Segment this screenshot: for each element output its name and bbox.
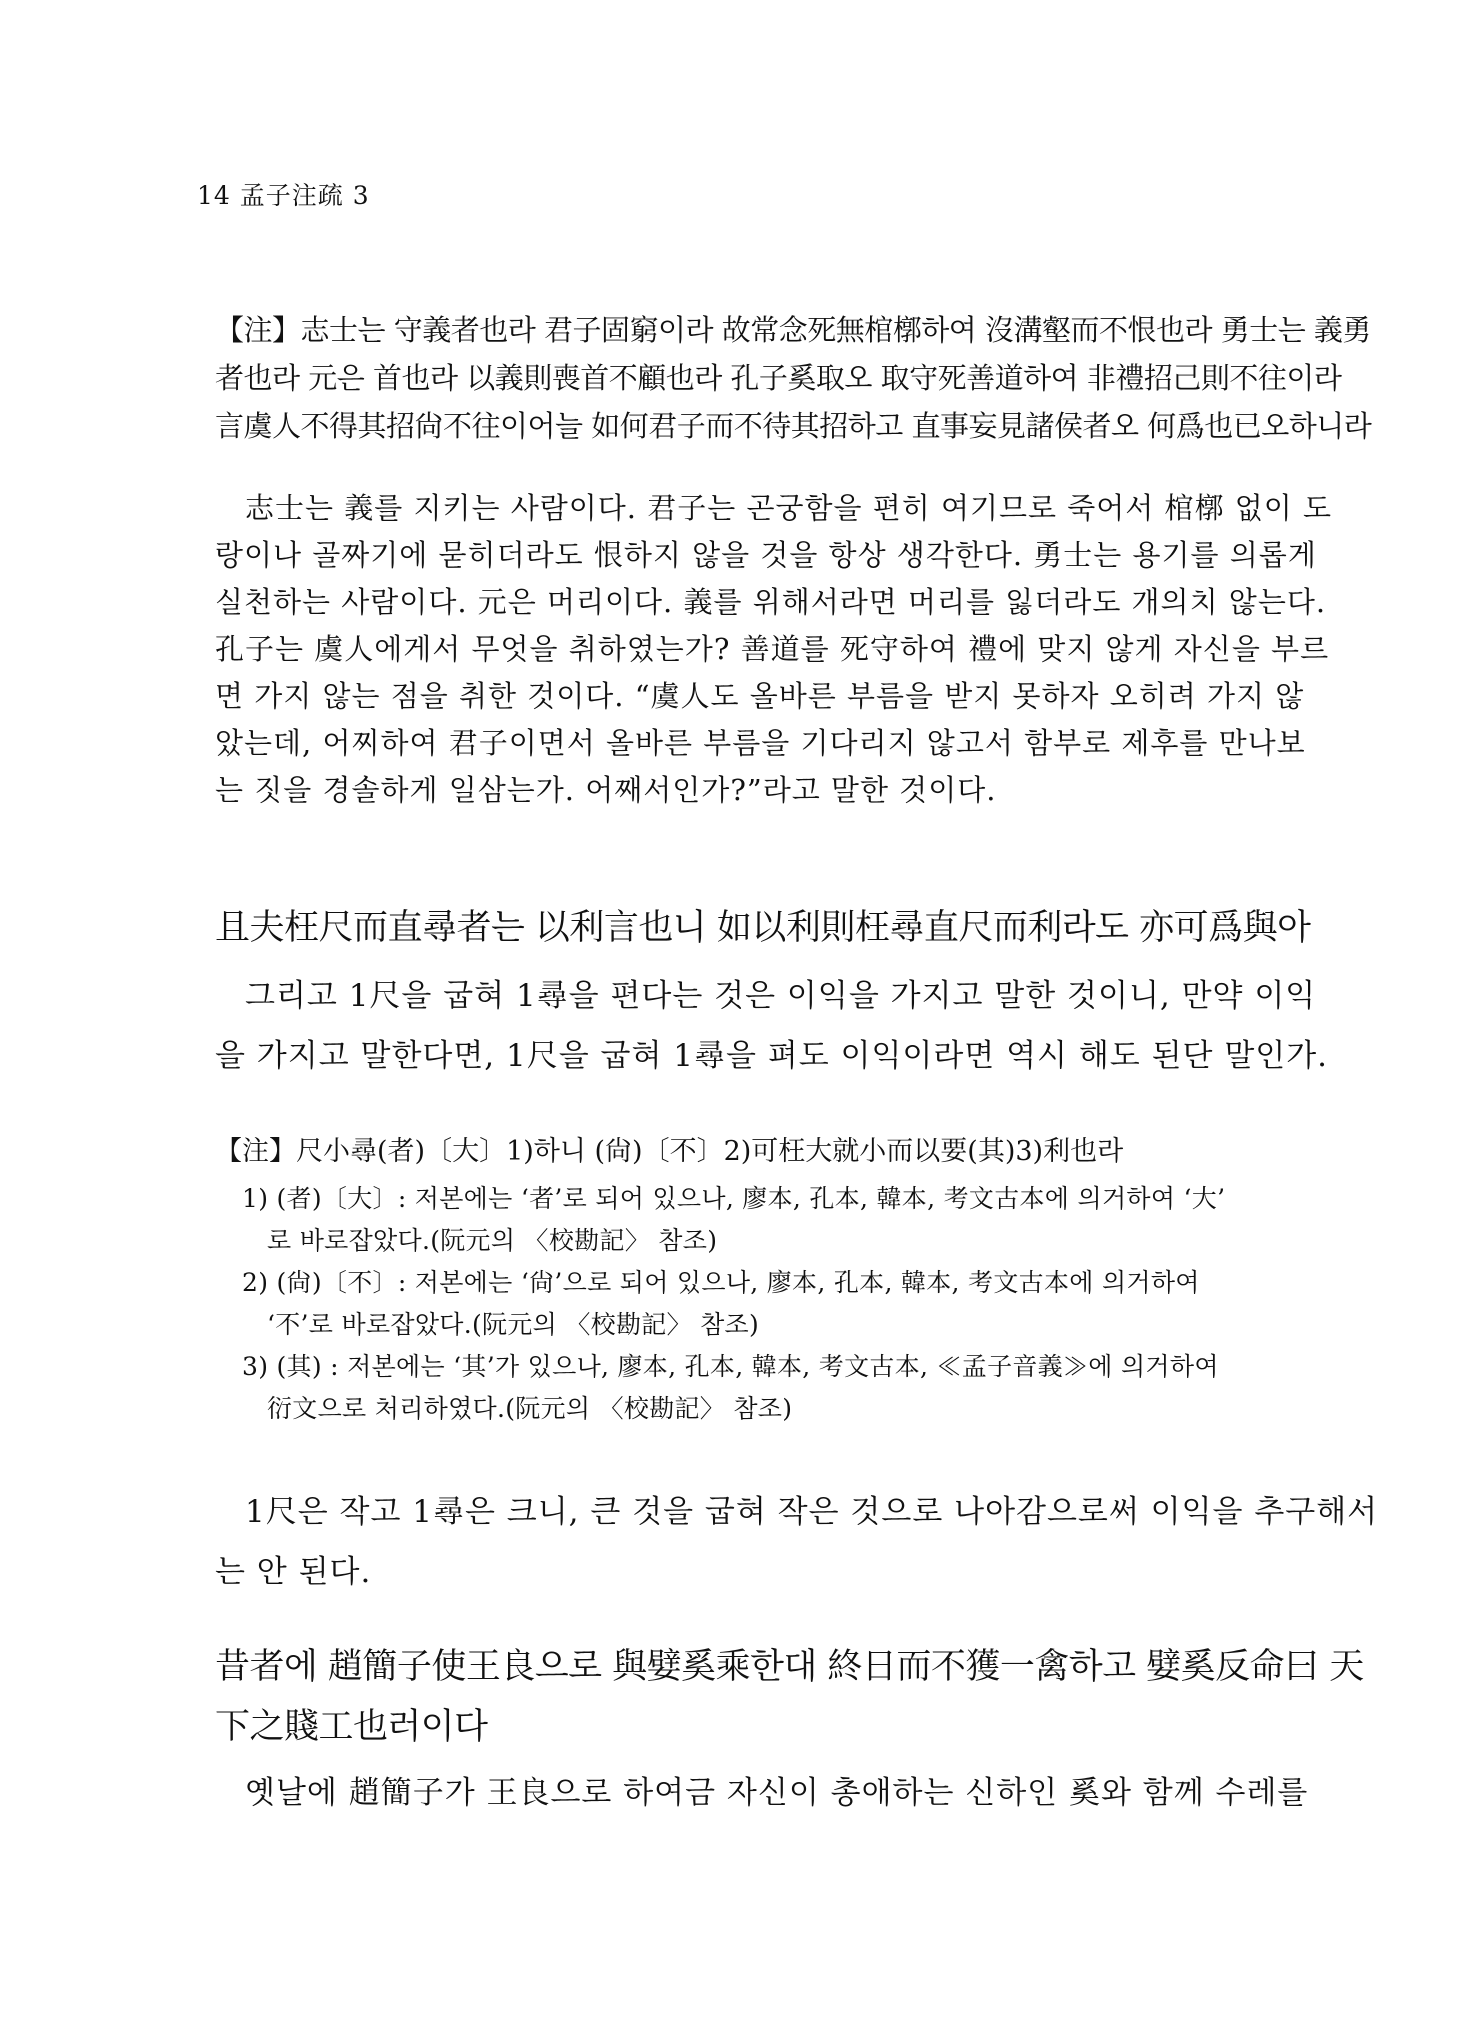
text-line: 志士는 義를 지키는 사람이다. 君子는 곤궁함을 편히 여기므로 죽어서 棺槨 없이 도 [245,491,1332,525]
running-header: 14 孟子注疏 3 [197,181,370,210]
text-line: 로 바로잡았다.(阮元의 〈校勘記〉 참조) [267,1226,718,1255]
text-line: 2) (尙)〔不〕: 저본에는 ‘尙’으로 되어 있으나, 廖本, 孔本, 韓本, 考文古本에 의거하여 [242,1268,1200,1297]
footnote-3 [242,1346,1292,1430]
translation-2 [215,966,1329,1086]
footnote-2 [242,1262,1292,1346]
text-line: 且夫枉尺而直尋者는 以利言也니 如以利則枉尋直尺而利라도 亦可爲與아 [215,908,1311,948]
text-line: 下之賤工也러이다 [215,1707,488,1747]
text-line: 昔者에 趙簡子使王良으로 與嬖奚乘한대 終日而不獲一禽하고 嬖奚反命曰 天 [215,1647,1364,1687]
text-line: 랑이나 골짜기에 묻히더라도 恨하지 않을 것을 항상 생각한다. 勇士는 용기를 의롭게 [215,538,1317,572]
text-line: 孔子는 虞人에게서 무엇을 취하였는가? 善道를 死守하여 禮에 맞지 않게 자신을 부르 [215,632,1330,666]
text-line: 는 안 된다. [215,1554,372,1590]
footnote-1 [242,1178,1292,1262]
text-line: ‘不’로 바로잡았다.(阮元의 〈校勘記〉 참조) [267,1310,760,1339]
translation-4 [215,1763,1309,1823]
text-line: 1) (者)〔大〕: 저본에는 ‘者’로 되어 있으나, 廖本, 孔本, 韓本, 考文古本에 의거하여 ‘大’ [242,1184,1226,1213]
text-line: 言虞人不得其招尙不往이어늘 如何君子而不待其招하고 直事妄見諸侯者오 何爲也已오하니라 [215,409,1372,443]
text-line: 衍文으로 처리하였다.(阮元의 〈校勘記〉 참조) [267,1394,793,1423]
text-line: 을 가지고 말한다면, 1尺을 굽혀 1尋을 펴도 이익이라면 역시 해도 된단 말인가. [215,1038,1329,1074]
text-line: 그리고 1尺을 굽혀 1尋을 편다는 것은 이익을 가지고 말한 것이니, 만약 이익 [245,978,1317,1014]
footnotes [242,1178,1292,1430]
text-line: 옛날에 趙簡子가 王良으로 하여금 자신이 총애하는 신하인 奚와 함께 수레를 [245,1775,1309,1811]
main-text-2 [215,1637,1364,1757]
commentary-note-1 [215,306,1372,450]
text-line: 1尺은 작고 1尋은 크니, 큰 것을 굽혀 작은 것으로 나아감으로써 이익을 추구해서 [245,1494,1379,1530]
translation-1 [215,485,1332,814]
text-line: 【注】尺小尋(者)〔大〕1)하니 (尙)〔不〕2)可枉大就小而以要(其)3)利也라 [215,1136,1124,1167]
text-line: 者也라 元은 首也라 以義則喪首不顧也라 孔子奚取오 取守死善道하여 非禮招己則不往이라 [215,361,1342,395]
text-line: 실천하는 사람이다. 元은 머리이다. 義를 위해서라면 머리를 잃더라도 개의치 않는다. [215,585,1327,619]
text-line: 【注】志士는 守義者也라 君子固窮이라 故常念死無棺槨하여 沒溝壑而不恨也라 勇士는 義勇 [215,313,1371,347]
text-line: 3) (其) : 저본에는 ‘其’가 있으나, 廖本, 孔本, 韓本, 考文古本, ≪孟子音義≫에 의거하여 [242,1352,1219,1381]
commentary-note-2 [215,1128,1290,1176]
main-text-1 [215,898,1311,958]
translation-3 [215,1482,1379,1602]
text-line: 았는데, 어찌하여 君子이면서 올바른 부름을 기다리지 않고서 함부로 제후를 만나보 [215,726,1306,760]
text-line: 는 짓을 경솔하게 일삼는가. 어째서인가?”라고 말한 것이다. [215,773,997,807]
text-line: 면 가지 않는 점을 취한 것이다. “虞人도 올바른 부름을 받지 못하자 오히려 가지 않 [215,679,1305,713]
